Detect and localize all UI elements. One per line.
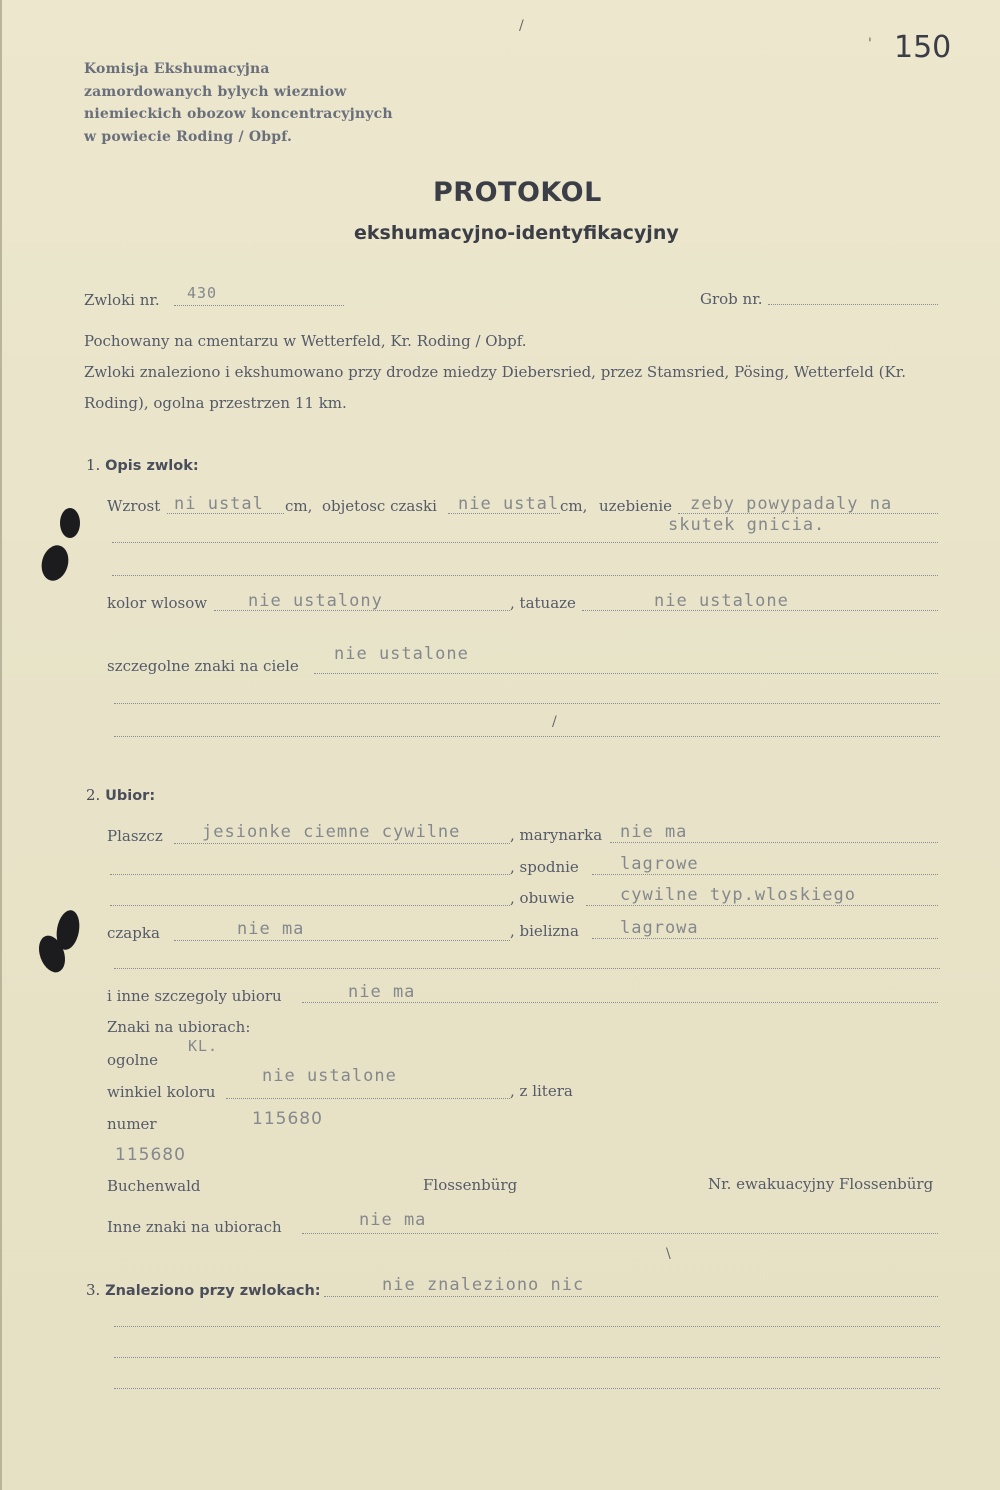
stray-mark: / [519, 18, 524, 34]
punch-hole [38, 542, 72, 584]
marynarka-field-line [610, 842, 938, 843]
ogolne-value: KL. [188, 1037, 219, 1055]
flossenburg-label: Flossenbürg [423, 1176, 518, 1194]
plaszcz-field-line [174, 843, 510, 844]
inne-szczegoly-value: nie ma [348, 982, 416, 1002]
czapka-value: nie ma [237, 919, 305, 939]
znaleziono-line-2: Roding), ogolna przestrzen 11 km. [84, 394, 347, 412]
winkiel-value: nie ustalone [262, 1066, 397, 1086]
cm-unit-2: cm, [560, 497, 588, 515]
stray-mark: / [552, 714, 557, 730]
document-subtitle: ekshumacyjno-identyfikacyjny [354, 222, 679, 244]
obuwie-label: , obuwie [510, 889, 575, 907]
section-2-heading [86, 786, 155, 804]
blank-line [110, 905, 510, 906]
marynarka-value: nie ma [620, 822, 688, 842]
blank-line [114, 1357, 940, 1358]
plaszcz-label: Plaszcz [107, 827, 163, 845]
blank-line [112, 575, 938, 576]
bielizna-field-line [592, 938, 938, 939]
wlosy-label: kolor wlosow [107, 594, 208, 612]
wzrost-label: Wzrost [107, 497, 161, 515]
z-litera-label: , z litera [510, 1082, 573, 1100]
section-2-title: Ubior: [105, 788, 156, 804]
header-line-4: w powiecie Roding / Obpf. [84, 128, 293, 145]
commission-header [84, 58, 393, 148]
marynarka-label: , marynarka [510, 826, 603, 844]
blank-line [114, 968, 940, 969]
obuwie-field-line [586, 905, 938, 906]
inne-znaki-value: nie ma [359, 1210, 427, 1230]
cm-unit-1: cm, [285, 497, 313, 515]
spodnie-value: lagrowe [620, 854, 699, 874]
obuwie-value: cywilne typ.wloskiego [620, 885, 856, 905]
section-1-heading [86, 456, 199, 474]
document-title: PROTOKOL [433, 177, 602, 208]
zwloki-label: Zwloki nr. [84, 291, 160, 309]
spodnie-field-line [592, 874, 938, 875]
header-line-3: niemieckich obozow koncentracyjnych [84, 106, 393, 122]
numer-label: numer [107, 1115, 157, 1133]
uzebienie-label: uzebienie [599, 497, 673, 515]
bielizna-label: , bielizna [510, 922, 579, 940]
section-3-title: Znaleziono przy zwlokach: [105, 1283, 321, 1299]
punch-hole [60, 508, 80, 538]
znaki-na-ubiorach-label: Znaki na ubiorach: [107, 1018, 251, 1036]
grob-field-line [768, 304, 938, 305]
uzebienie-value-1: zeby powypadaly na [690, 494, 893, 514]
inne-znaki-label: Inne znaki na ubiorach [107, 1218, 282, 1236]
ogolne-label: ogolne [107, 1051, 158, 1069]
znaki-na-ciele-value: nie ustalone [334, 644, 469, 664]
znaleziono-value: nie znaleziono nic [382, 1275, 585, 1295]
header-line-2: zamordowanych bylych wiezniow [84, 83, 347, 100]
czaszka-value: nie ustal [458, 494, 560, 514]
grob-label: Grob nr. [700, 290, 763, 308]
page-number: 150 [894, 30, 952, 65]
uzebienie-value-2: skutek gnicia. [668, 515, 826, 535]
section-1-number: 1. [86, 456, 101, 474]
tatuaze-value: nie ustalone [654, 591, 789, 611]
blank-line [114, 1326, 940, 1327]
blank-line [114, 1388, 940, 1389]
header-line-1: Komisja Ekshumacyjna [84, 61, 270, 77]
blank-line [114, 736, 940, 737]
czapka-field-line [174, 940, 510, 941]
buchenwald-label: Buchenwald [107, 1177, 201, 1195]
zwloki-value: 430 [187, 284, 218, 302]
inne-szczegoly-field-line [302, 1002, 938, 1003]
pochowany-text: Pochowany na cmentarzu w Wetterfeld, Kr. Roding / Obpf. [84, 332, 527, 350]
winkiel-label: winkiel koloru [107, 1083, 216, 1101]
plaszcz-value: jesionke ciemne cywilne [202, 822, 461, 842]
wlosy-value: nie ustalony [248, 591, 383, 611]
inne-znaki-field-line [302, 1233, 938, 1234]
znaki-na-ciele-label: szczegolne znaki na ciele [107, 657, 299, 675]
winkiel-field-line [226, 1098, 510, 1099]
wzrost-value: ni ustal [174, 494, 264, 514]
blank-line [114, 703, 940, 704]
zwloki-field-line [174, 305, 344, 306]
numer-value: 115680 [252, 1109, 323, 1129]
znaleziono-field-line [324, 1296, 938, 1297]
blank-line [112, 542, 938, 543]
stray-mark: ' [868, 36, 872, 52]
section-3-number: 3. [86, 1281, 101, 1299]
section-2-number: 2. [86, 786, 101, 804]
section-1-title: Opis zwlok: [105, 458, 199, 474]
bielizna-value: lagrowa [620, 918, 699, 938]
czapka-label: czapka [107, 924, 160, 942]
inne-szczegoly-label: i inne szczegoly ubioru [107, 987, 282, 1005]
blank-line [110, 874, 510, 875]
numer-value-buchenwald: 115680 [115, 1145, 186, 1165]
spodnie-label: , spodnie [510, 858, 579, 876]
stray-mark: \ [666, 1246, 671, 1262]
czaszka-label: objetosc czaski [322, 497, 437, 515]
ewakuacyjny-label: Nr. ewakuacyjny Flossenbürg [708, 1175, 934, 1193]
znaki-field-line [314, 673, 938, 674]
znaleziono-line-1: Zwloki znaleziono i ekshumowano przy drodze miedzy Diebersried, przez Stamsried, Pösing, Wetterfeld (Kr. [84, 363, 907, 381]
tatuaze-label: , tatuaze [510, 594, 576, 612]
section-3-heading [86, 1281, 321, 1299]
